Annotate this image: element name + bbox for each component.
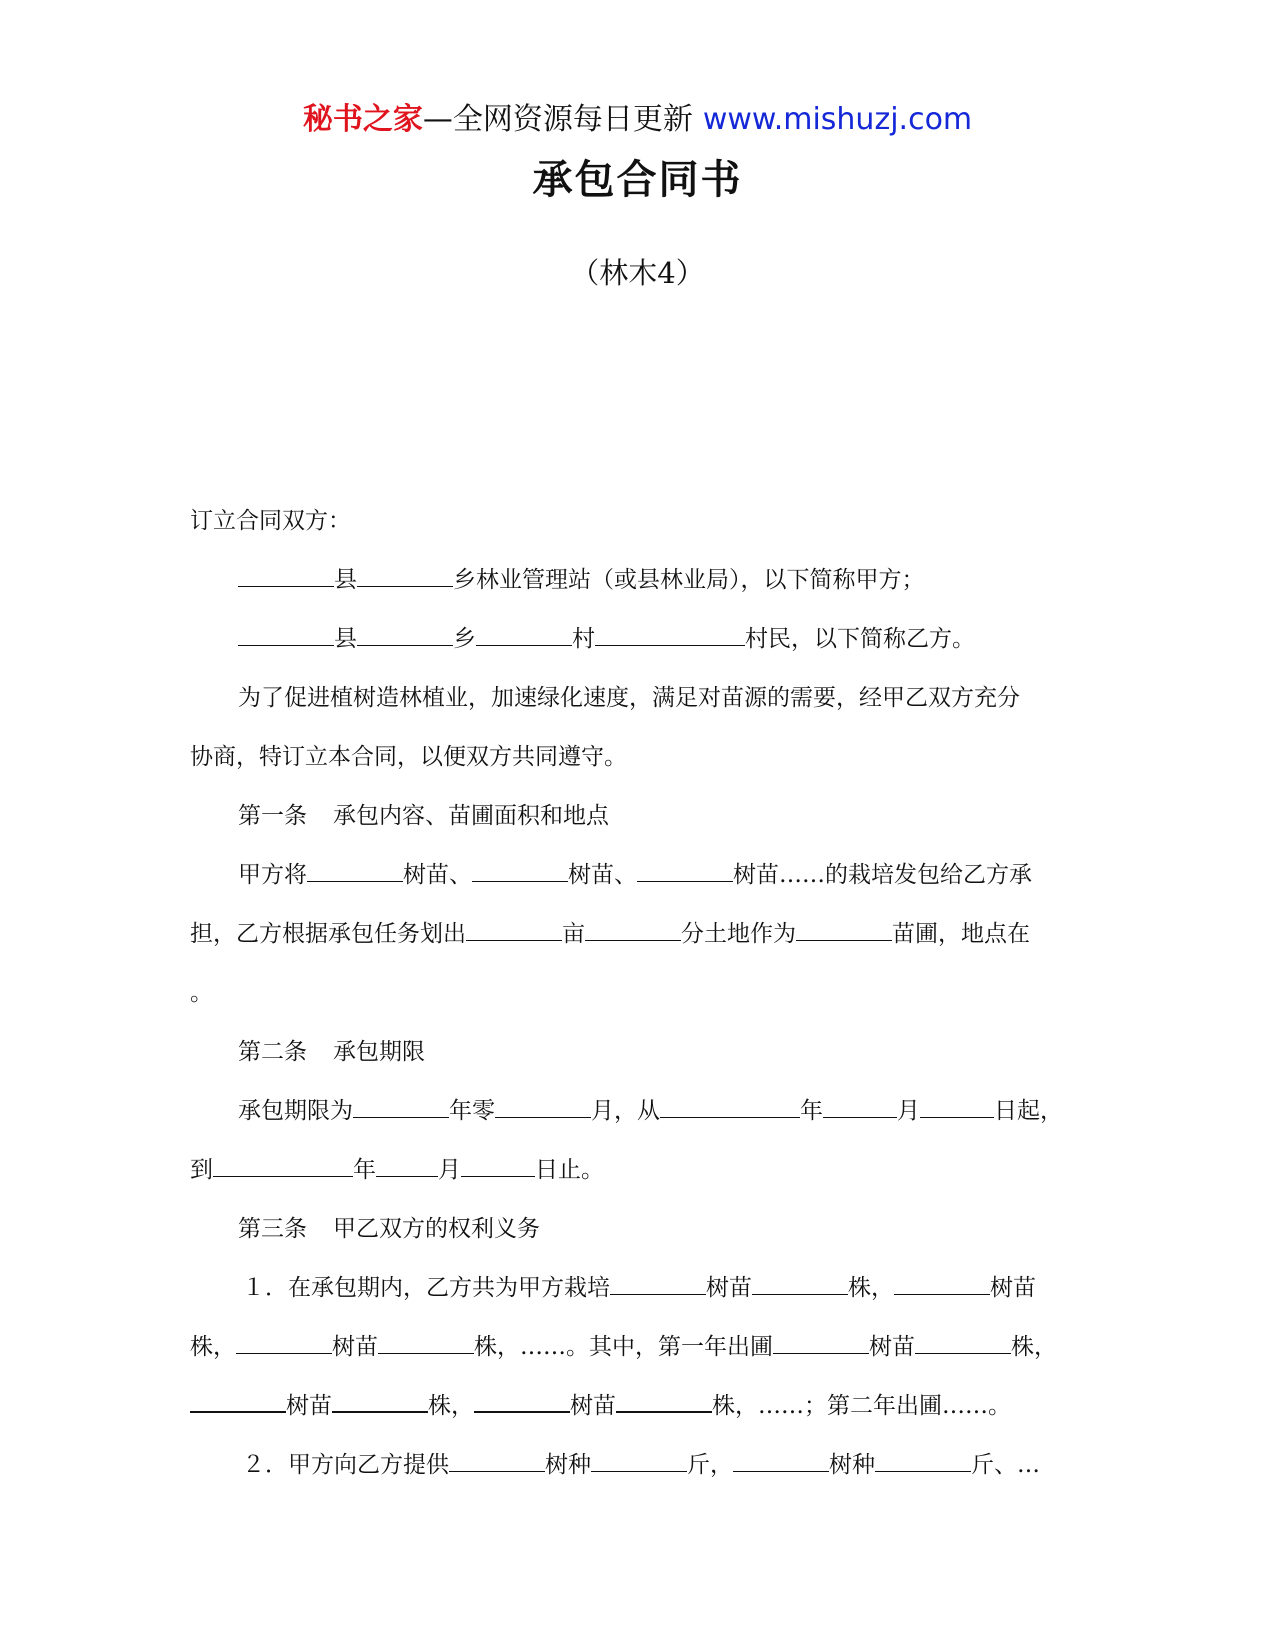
- article-2-heading: [190, 1023, 1090, 1082]
- blank-field: [476, 625, 572, 646]
- text-segment: 甲方将: [238, 862, 307, 888]
- text-segment: 县: [334, 626, 357, 652]
- blank-field: [610, 1274, 706, 1295]
- blank-field: [461, 1156, 535, 1177]
- blank-field: [474, 1391, 570, 1413]
- text-segment: 苗圃，地点在: [892, 921, 1030, 947]
- blank-field: [796, 920, 892, 941]
- blank-field: [472, 861, 568, 882]
- blank-field: [378, 1333, 474, 1354]
- text-segment: 株，: [190, 1334, 236, 1360]
- blank-field: [466, 920, 562, 941]
- text-segment: 树苗、: [403, 862, 472, 888]
- banner-slogan: —全网资源每日更新: [422, 102, 693, 137]
- article-1-heading: [190, 787, 1090, 846]
- text-segment: 村: [572, 626, 595, 652]
- text-segment: 月: [438, 1157, 461, 1183]
- blank-field: [236, 1333, 332, 1354]
- article-1-line-1: [190, 846, 1090, 905]
- text-segment: 树苗: [706, 1275, 752, 1301]
- text-segment: 月，从: [591, 1098, 660, 1124]
- blank-field: [190, 1391, 286, 1413]
- blank-field: [495, 1097, 591, 1118]
- preamble-line-1: 为了促进植树造林植业，加速绿化速度，满足对苗源的需要，经甲乙双方充分: [238, 685, 1020, 711]
- blank-field: [875, 1451, 971, 1472]
- text-segment: 年: [800, 1098, 823, 1124]
- blank-field: [660, 1097, 800, 1118]
- blank-field: [752, 1274, 848, 1295]
- article-title: 甲乙双方的权利义务: [333, 1216, 540, 1242]
- party-a-line: [190, 551, 1090, 610]
- text-segment: 树种: [829, 1452, 875, 1478]
- blank-field: [449, 1451, 545, 1472]
- parties-heading: 订立合同双方：: [190, 508, 351, 534]
- text-segment: 村民，以下简称乙方。: [745, 626, 975, 652]
- blank-field: [357, 566, 453, 587]
- blank-field: [637, 861, 733, 882]
- text-segment: 亩: [562, 921, 585, 947]
- blank-field: [238, 625, 334, 646]
- brand-name: 秘书之家: [302, 102, 423, 137]
- article-3-item-1-line-2: [190, 1318, 1090, 1377]
- article-title: 承包期限: [333, 1039, 425, 1065]
- website-link[interactable]: www.mishuzj.com: [702, 102, 973, 137]
- text-segment: 树种: [545, 1452, 591, 1478]
- blank-field: [307, 861, 403, 882]
- blank-field: [238, 566, 334, 587]
- blank-field: [915, 1333, 1011, 1354]
- blank-field: [591, 1451, 687, 1472]
- text-segment: 承包期限为: [238, 1098, 353, 1124]
- text-segment: 株，: [1011, 1334, 1057, 1360]
- text-segment: 乡林业管理站（或县林业局），以下简称甲方；: [453, 567, 925, 593]
- blank-field: [376, 1156, 438, 1177]
- blank-field: [213, 1156, 353, 1177]
- text-segment: 乡: [453, 626, 476, 652]
- text-segment: 日起，: [994, 1098, 1063, 1124]
- text-segment: 到: [190, 1157, 213, 1183]
- text-segment: 树苗: [869, 1334, 915, 1360]
- blank-field: [823, 1097, 897, 1118]
- text-segment: 株，……；第二年出圃……。: [712, 1393, 1011, 1419]
- header-banner: [0, 100, 1275, 140]
- blank-field: [595, 625, 745, 646]
- blank-field: [332, 1391, 428, 1413]
- party-b-line: [190, 610, 1090, 669]
- article-3-heading: [190, 1200, 1090, 1259]
- text-segment: １．在承包期内，乙方共为甲方栽培: [242, 1275, 610, 1301]
- article-3-item-2-line-1: [190, 1436, 1090, 1495]
- article-1-line-2: [190, 905, 1090, 964]
- text-segment: 树苗: [332, 1334, 378, 1360]
- text-segment: 日止。: [535, 1157, 604, 1183]
- text-segment: 树苗: [570, 1393, 616, 1419]
- blank-field: [585, 920, 681, 941]
- blank-field: [773, 1333, 869, 1354]
- article-3-item-1-line-3: [190, 1377, 1090, 1436]
- article-2-line-2: [190, 1141, 1090, 1200]
- text-segment: 年: [353, 1157, 376, 1183]
- blank-field: [616, 1391, 712, 1413]
- blank-field: [894, 1274, 990, 1295]
- text-segment: 年零: [449, 1098, 495, 1124]
- article-number: 第一条: [238, 803, 307, 829]
- preamble-line-2: 协商，特订立本合同，以便双方共同遵守。: [190, 744, 627, 770]
- article-number: 第三条: [238, 1216, 307, 1242]
- text-segment: 分土地作为: [681, 921, 796, 947]
- document-title: 承包合同书: [532, 157, 743, 203]
- text-segment: 株，……。其中，第一年出圃: [474, 1334, 773, 1360]
- text-segment: 斤、…: [971, 1452, 1040, 1478]
- blank-field: [733, 1451, 829, 1472]
- text-segment: 树苗……的栽培发包给乙方承: [733, 862, 1032, 888]
- document-body: [190, 492, 1090, 1495]
- blank-field: [920, 1097, 994, 1118]
- text-segment: 树苗、: [568, 862, 637, 888]
- text-segment: 树苗: [286, 1393, 332, 1419]
- text-segment: ２．甲方向乙方提供: [242, 1452, 449, 1478]
- text-segment: 县: [334, 567, 357, 593]
- blank-field: [357, 625, 453, 646]
- article-2-line-1: [190, 1082, 1090, 1141]
- article-3-item-1-line-1: [190, 1259, 1090, 1318]
- text-segment: 月: [897, 1098, 920, 1124]
- text-segment: 株，: [848, 1275, 894, 1301]
- blank-field: [353, 1097, 449, 1118]
- article-1-line-3: 。: [190, 980, 213, 1006]
- text-segment: 株，: [428, 1393, 474, 1419]
- article-title: 承包内容、苗圃面积和地点: [333, 803, 609, 829]
- text-segment: 担，乙方根据承包任务划出: [190, 921, 466, 947]
- text-segment: 斤，: [687, 1452, 733, 1478]
- article-number: 第二条: [238, 1039, 307, 1065]
- text-segment: 树苗: [990, 1275, 1036, 1301]
- document-subtitle: （林木4）: [570, 256, 705, 290]
